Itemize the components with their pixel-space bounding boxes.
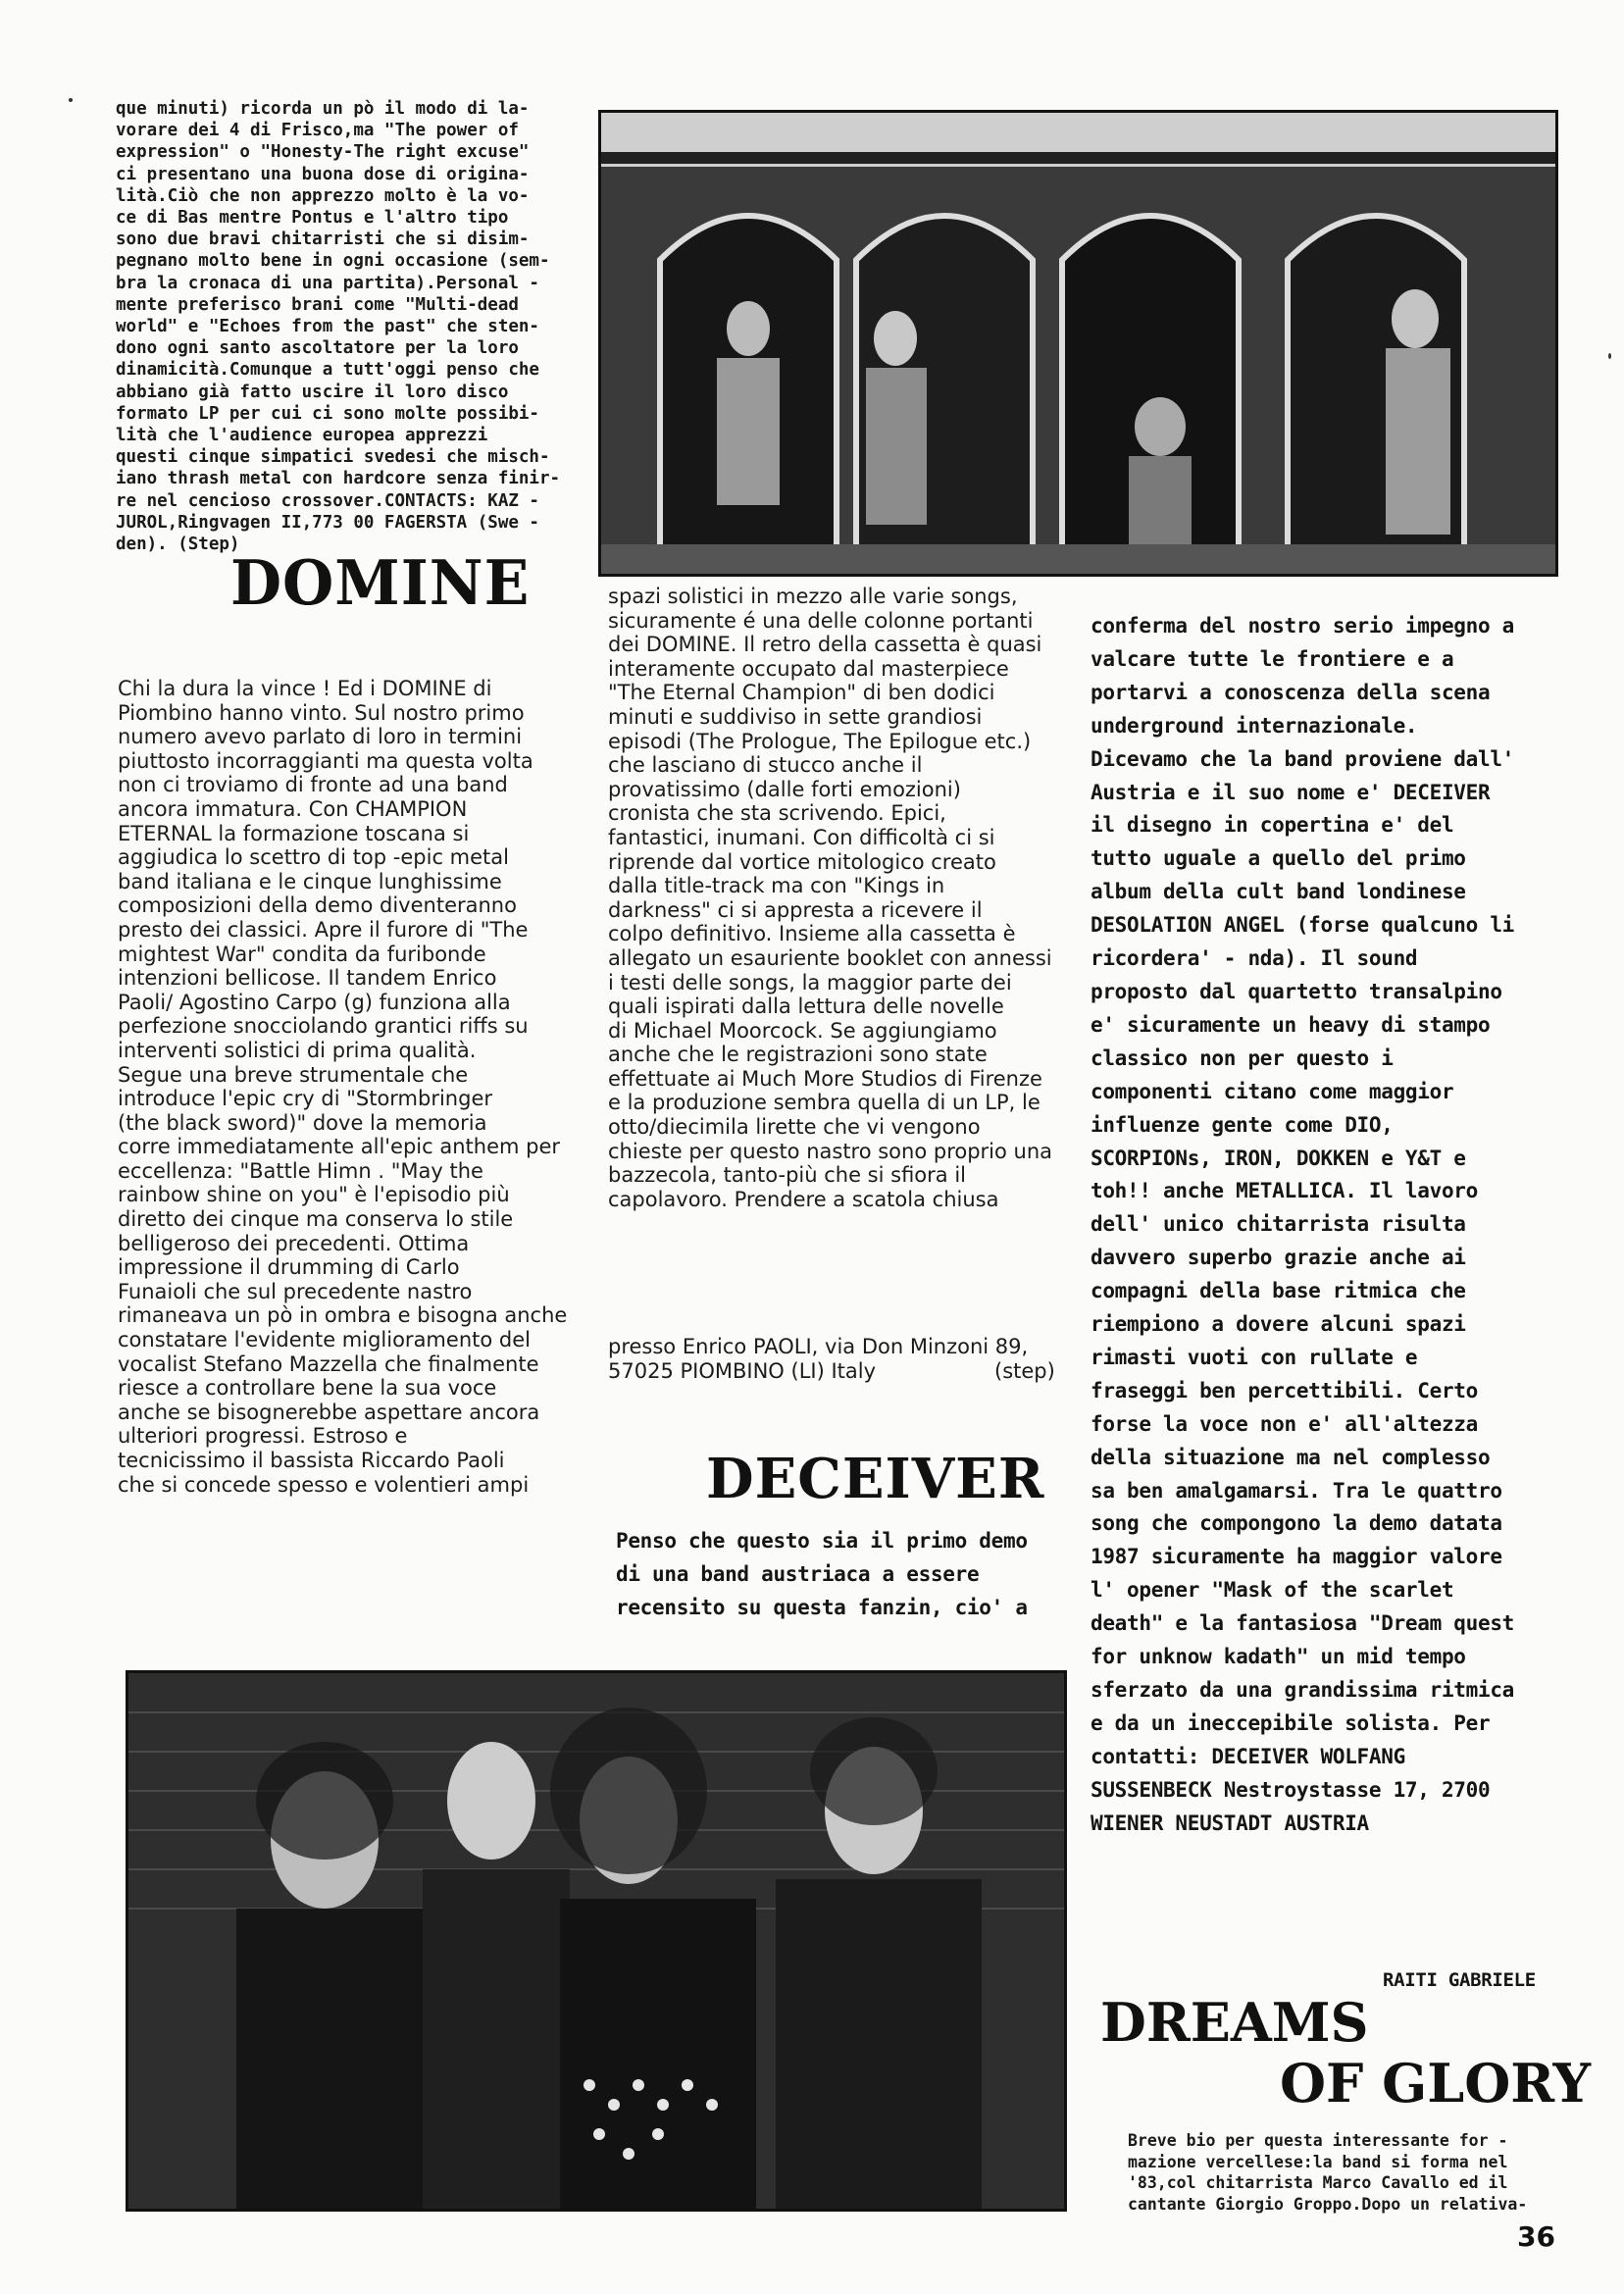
photo-placeholder-band (128, 1673, 1064, 2209)
dreams-bio-text: Breve bio per questa interessante for - mazione vercellese:la band si forma nel '83,col chitarrista Marco Cavallo ed il cantante Giorgio Groppo.Dopo un relativa- (1128, 2131, 1528, 2214)
dreams-heading-line1: DREAMS (1100, 1991, 1369, 2054)
deceiver-signature: RAITI GABRIELE (1383, 1969, 1536, 1991)
band-photo-deceiver (126, 1670, 1067, 2212)
review-continuation-text: que minuti) ricorda un pò il modo di la- vorare dei 4 di Frisco,ma "The power of expression" o "Honesty-The right excuse" ci presentano una buona dose di origina- lità.Ciò che non apprezzo molto è la vo- ce di Bas mentre Pontus e l'altro tipo sono due bravi chitarristi che si disim- pegnano molto bene in ogni occasione (sem- bra la cronaca di una partita).Personal - mente preferisco brani come "Multi-dead world" e "Echoes from the past" che sten- dono ogni santo ascoltatore per la loro dinamicità.Comunque a tutt'oggi penso che abbiano già fatto uscire il loro disco formato LP per cui ci sono molte possibi- lità che l'audience europea apprezzi questi cinque simpatici svedesi che misch- iano thrash metal con hardcore senza finir- re nel cencioso crossover.CONTACTS: KAZ - JUROL,Ringvagen II,773 00 FAGERSTA (Swe - den). (Step) (116, 99, 561, 555)
photo-placeholder-arches (601, 113, 1555, 574)
domine-contact: presso Enrico PAOLI, via Don Minzoni 89, 57025 PIOMBINO (LI) Italy (608, 1335, 1029, 1383)
deceiver-review-col2: Penso che questo sia il primo demo di una band austriaca a essere recensito su questa fanzin, cio' a (616, 1529, 1028, 1619)
scan-speck (1608, 353, 1611, 359)
domine-review-col1: Chi la dura la vince ! Ed i DOMINE di Piombino hanno vinto. Sul nostro primo numero avevo parlato di loro in termini piuttosto incorraggianti ma questa volta non ci troviamo di fronte ad una band ancora immatura. Con CHAMPION ETERNAL la formazione toscana si aggiudica lo scettro di top -epic metal band italiana e le cinque lunghissime composizioni della demo diventeranno presto dei classici. Apre il furore di "The mightest War" condita da furibonde intenzioni bellicose. Il tandem Enrico Paoli/ Agostino Carpo (g) funziona alla perfezione snocciolando grantici riffs su interventi solistici di prima qualità. Segue una breve strumentale che introduce l'epic cry di "Stormbringer (the black sword)" dove la memoria corre immediatamente all'epic anthem per eccellenza: "Battle Himn . "May the rainbow shine on you" è l'episodio più diretto dei cinque ma conserva lo stile belligeroso dei precedenti. Ottima impressione il drumming di Carlo Funaioli che sul precedente nastro rimaneava un pò in ombra e bisogna anche constatare l'evidente miglioramento del vocalist Stefano Mazzella che finalmente riesce a controllare bene la sua voce anche se bisognerebbe aspettare ancora ulteriori progressi. Estroso e tecnicissimo il bassista Riccardo Paoli che si concede spesso e volentieri ampi (118, 677, 568, 1497)
deceiver-heading: DECEIVER (706, 1447, 1045, 1511)
domine-heading: DOMINE (230, 547, 531, 620)
domine-signature: (step) (994, 1359, 1055, 1383)
scan-speck (69, 98, 73, 102)
domine-review-col2: spazi solistici in mezzo alle varie songs, sicuramente é una delle colonne portanti dei DOMINE. Il retro della cassetta è quasi interamente occupato dal masterpiece "The Eternal Champion" di ben dodici minuti e suddiviso in sette grandiosi episodi (The Prologue, The Epilogue etc.) che lasciano di stucco anche il provatissimo (dalle forti emozioni) cronista che sta scrivendo. Epici, fantastici, inumani. Con difficoltà ci si riprende dal vortice mitologico creato dalla title-track ma con "Kings in darkness" ci si appresta a ricevere il colpo definitivo. Insieme alla cassetta è allegato un esauriente booklet con annessi i testi delle songs, la maggior parte dei quali ispirati dalla lettura delle novelle di Michael Moorcock. Se aggiungiamo anche che le registrazioni sono state effettuate ai Much More Studios di Firenze e la produzione sembra quella di un LP, le otto/diecimila lirette che vi vengono chieste per questo nastro sono proprio una bazzecola, tanto-più che si sfiora il capolavoro. Prendere a scatola chiusa (608, 585, 1053, 1211)
dreams-heading-line2: OF GLORY (1280, 2052, 1592, 2115)
page-number: 36 (1517, 2220, 1555, 2253)
deceiver-review-col3: conferma del nostro serio impegno a valcare tutte le frontiere e a portarvi a conoscenza della scena underground internazionale. Dicevamo che la band proviene dall' Austria e il suo nome e' DECEIVER il disegno in copertina e' del tutto uguale a quello del primo album della cult band londinese DESOLATION ANGEL (forse qualcuno li ricordera' - nda). Il sound proposto dal quartetto transalpino e' sicuramente un heavy di stampo classico non per questo i componenti citano come maggior influenze gente come DIO, SCORPIONs, IRON, DOKKEN e Y&T e toh!! anche METALLICA. Il lavoro dell' unico chitarrista risulta davvero superbo grazie anche ai compagni della base ritmica che riempiono a dovere alcuni spazi rimasti vuoti con rullate e fraseggi ben percettibili. Certo forse la voce non e' all'altezza della situazione ma nel complesso sa ben amalgamarsi. Tra le quattro song che compongono la demo datata 1987 sicuramente ha maggior valore l' opener "Mask of the scarlet death" e la fantasiosa "Dream quest for unknow kadath" un mid tempo sferzato da una grandissima ritmica e da un ineccepibile solista. Per contatti: DECEIVER WOLFANG SUSSENBECK Nestroystasse 17, 2700 WIENER NEUSTADT AUSTRIA (1091, 614, 1515, 1835)
band-photo-domine (598, 110, 1558, 577)
